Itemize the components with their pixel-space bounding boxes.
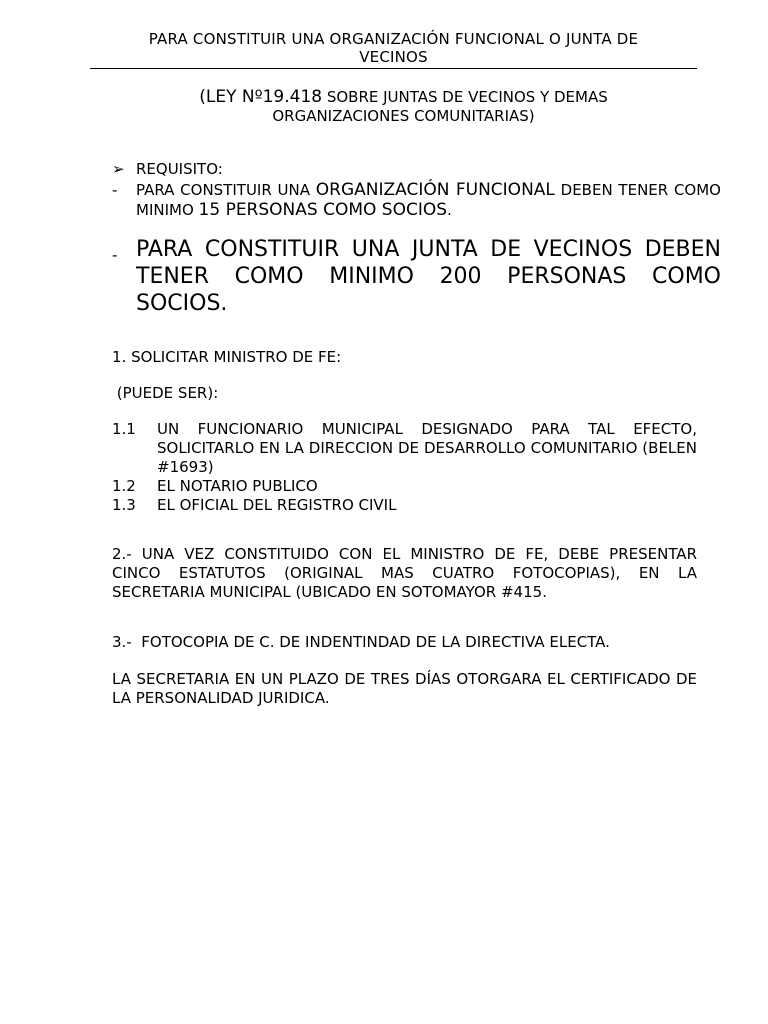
arrow-bullet-icon: ➢ xyxy=(112,160,125,178)
list-item-text: UN FUNCIONARIO MUNICIPAL DESIGNADO PARA TAL EFECTO, SOLICITARLO EN LA DIRECCION DE DESARROLLO COMUNITARIO (BELEN #1693) xyxy=(157,420,697,476)
req1-text-5: . xyxy=(447,201,452,219)
list-item-number: 1.1 xyxy=(112,420,136,438)
header-line-1: PARA CONSTITUIR UNA ORGANIZACIÓN FUNCIONAL O JUNTA DE xyxy=(148,30,639,48)
header-line-2: VECINOS xyxy=(359,48,428,66)
header-rule xyxy=(90,68,697,69)
closing-paragraph: LA SECRETARIA EN UN PLAZO DE TRES DÍAS OTORGARA EL CERTIFICADO DE LA PERSONALIDAD JURIDICA. xyxy=(112,670,697,707)
list-item xyxy=(112,496,697,515)
requirement-junta-vecinos xyxy=(112,236,721,317)
req1-text-2: ORGANIZACIÓN FUNCIONAL xyxy=(315,180,555,200)
list-item xyxy=(112,420,697,477)
dash-bullet: - xyxy=(112,246,118,264)
list-item xyxy=(112,477,697,496)
requisito-heading xyxy=(112,160,698,179)
section-2-paragraph: 2.- UNA VEZ CONSTITUIDO CON EL MINISTRO DE FE, DEBE PRESENTAR CINCO ESTATUTOS (ORIGINAL MAS CUATRO FOTOCOPIAS), EN LA SECRETARIA MUNICIPAL (UBICADO EN SOTOMAYOR #415. xyxy=(112,545,697,601)
req1-text-1: PARA CONSTITUIR UNA xyxy=(136,181,316,199)
req1-text-3: DEBEN TENER COMO MINIMO xyxy=(136,181,721,219)
list-item-number: 1.3 xyxy=(112,496,136,514)
section-3-paragraph: 3.- FOTOCOPIA DE C. DE INDENTINDAD DE LA DIRECTIVA ELECTA. xyxy=(112,633,610,651)
dash-bullet: - xyxy=(112,181,118,199)
ministro-options-list xyxy=(112,420,697,515)
req1-text-4: 15 PERSONAS COMO SOCIOS xyxy=(198,200,448,220)
requirement-functional-org xyxy=(112,180,721,220)
list-item-text: EL OFICIAL DEL REGISTRO CIVIL xyxy=(157,496,397,514)
page-header xyxy=(90,30,697,66)
list-item-text: EL NOTARIO PUBLICO xyxy=(157,477,318,495)
law-number: (LEY Nº19.418 xyxy=(199,87,323,107)
requisito-label: REQUISITO: xyxy=(136,160,223,178)
law-reference xyxy=(110,88,697,126)
section-1-subtitle: (PUEDE SER): xyxy=(112,384,219,402)
section-1-title: 1. SOLICITAR MINISTRO DE FE: xyxy=(112,348,342,366)
list-item-number: 1.2 xyxy=(112,477,136,495)
req2-text: PARA CONSTITUIR UNA JUNTA DE VECINOS DEBEN TENER COMO MINIMO 200 PERSONAS COMO SOCIOS. xyxy=(136,237,721,316)
law-title-2: ORGANIZACIONES COMUNITARIAS) xyxy=(272,107,535,125)
law-title-1: SOBRE JUNTAS DE VECINOS Y DEMAS xyxy=(322,88,608,106)
